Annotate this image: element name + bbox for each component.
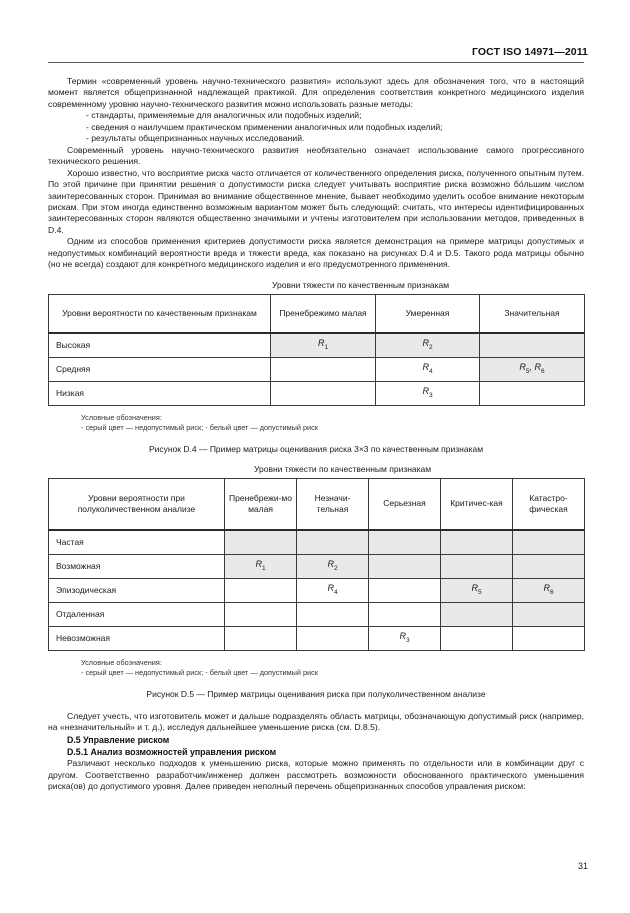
- legend-line: - серый цвет — недопустимый риск; - белый цвет — допустимый риск: [81, 422, 318, 432]
- matrix-cell: $R_1$: [271, 333, 376, 358]
- row-label: Высокая: [49, 333, 271, 358]
- legend-title: Условные обозначения:: [81, 412, 162, 422]
- row-label: Отдаленная: [49, 602, 225, 626]
- page-number: 31: [577, 861, 588, 871]
- matrix-cell: $R_6$: [513, 578, 585, 602]
- matrix-cell: [297, 602, 369, 626]
- figure-d5-table: [48, 478, 585, 651]
- matrix-cell: [297, 530, 369, 555]
- row-label: Низкая: [49, 381, 271, 405]
- table-row: [49, 626, 585, 650]
- matrix-cell: [225, 626, 297, 650]
- table-header-row: [49, 294, 585, 333]
- clause-d5-heading: D.5 Управление риском: [67, 734, 170, 745]
- matrix-cell: [513, 554, 585, 578]
- legend-title: Условные обозначения:: [81, 657, 162, 667]
- matrix-cell: $R_4$: [376, 357, 480, 381]
- matrix-cell: [369, 530, 441, 555]
- table-row: [49, 333, 585, 358]
- list-item: - стандарты, применяемые для аналогичных или подобных изделий;: [86, 110, 362, 121]
- column-header: Катастро-фическая: [513, 478, 585, 530]
- matrix-cell: $R_3$: [376, 381, 480, 405]
- page-header: ГОСТ ISO 14971—2011: [471, 46, 588, 58]
- column-header: Значительная: [480, 294, 585, 333]
- matrix-cell: $R_5$: [441, 578, 513, 602]
- figure-d5-caption: Рисунок D.5 — Пример матрицы оценивания риска при полуколичественном анализе: [146, 688, 486, 699]
- column-header: Критичес-кая: [441, 478, 513, 530]
- figure-d4-table: [48, 294, 585, 406]
- figure-d4-legend: [48, 413, 584, 433]
- row-label: Частая: [49, 530, 225, 555]
- figure-d4: [48, 280, 584, 455]
- matrix-cell: [369, 578, 441, 602]
- column-header: Умеренная: [376, 294, 480, 333]
- table-row: [49, 602, 585, 626]
- table-header-row: [49, 478, 585, 530]
- matrix-cell: [271, 357, 376, 381]
- table-row: [49, 530, 585, 555]
- page-content: [48, 76, 584, 793]
- matrix-cell: [513, 530, 585, 555]
- figure-d5-severity-title: Уровни тяжести по качественным признакам: [254, 463, 432, 474]
- matrix-cell: [480, 381, 585, 405]
- column-header: Пренебрежи-мо малая: [225, 478, 297, 530]
- figure-d4-severity-title: Уровни тяжести по качественным признакам: [272, 279, 450, 290]
- matrix-cell: $R_2$: [376, 333, 480, 358]
- matrix-cell: [225, 578, 297, 602]
- matrix-cell: [513, 626, 585, 650]
- paragraph-4: Одним из способов применения критериев допустимости риска является демонстрация на примере матрицы допустимых и недопустимых комбинаций вероятности вреда и тяжести вреда, как показано на рисунках D.4 и D.5. Такого рода матрицы обычно (но не всегда) создают для конкретного медицинского изделия и его предусмотренного применения.: [48, 236, 584, 270]
- paragraph-5: Следует учесть, что изготовитель может и дальше подразделять область матрицы, обозначающую допустимый риск (например, на «незначительный» и т. д.), исследуя дальнейшее уменьшение риска (см. D.8.5).: [48, 710, 584, 733]
- matrix-cell: [225, 602, 297, 626]
- matrix-cell: $R_4$: [297, 578, 369, 602]
- matrix-cell: [441, 626, 513, 650]
- matrix-cell: $R_5$, $R_6$: [480, 357, 585, 381]
- row-label: Эпизодическая: [49, 578, 225, 602]
- matrix-cell: [225, 530, 297, 555]
- method-list: [48, 110, 584, 144]
- paragraph-1: Термин «современный уровень научно-технического развития» используют здесь для обозначения того, что в настоящий момент является общепризнанной надлежащей практикой. Для определения соответствия конкретного медицинского изделия современному уровню научно-технического развития можно использовать разные методы:: [48, 76, 584, 109]
- table-row: [49, 578, 585, 602]
- matrix-cell: $R_3$: [369, 626, 441, 650]
- matrix-cell: [441, 602, 513, 626]
- paragraph-2: Современный уровень научно-технического развития необязательно означает использование самого прогрессивного технического решения.: [48, 144, 584, 167]
- matrix-cell: $R_1$: [225, 554, 297, 578]
- matrix-cell: [369, 602, 441, 626]
- matrix-cell: [369, 554, 441, 578]
- header-rule: [48, 62, 584, 63]
- matrix-cell: $R_2$: [297, 554, 369, 578]
- row-label: Возможная: [49, 554, 225, 578]
- row-label: Невозможная: [49, 626, 225, 650]
- matrix-cell: [513, 602, 585, 626]
- legend-line: - серый цвет — недопустимый риск; - белый цвет — допустимый риск: [81, 667, 318, 677]
- matrix-cell: [441, 554, 513, 578]
- column-header: Серьезная: [369, 478, 441, 530]
- table-row: [49, 381, 585, 405]
- figure-d5-legend: [48, 658, 584, 678]
- list-item: - сведения о наилучшем практическом применении аналогичных или подобных изделий;: [86, 121, 443, 132]
- figure-d4-caption: Рисунок D.4 — Пример матрицы оценивания риска 3×3 по качественным признакам: [148, 443, 484, 454]
- table-row: [49, 554, 585, 578]
- matrix-cell: [297, 626, 369, 650]
- figure-d4-probability-title: Уровни вероятности по качественным признакам: [49, 294, 271, 333]
- clause-d51-heading: D.5.1 Анализ возможностей управления риском: [67, 747, 277, 758]
- matrix-cell: [480, 333, 585, 358]
- matrix-cell: [271, 381, 376, 405]
- row-label: Средняя: [49, 357, 271, 381]
- list-item: - результаты общепризнанных научных исследований.: [86, 133, 305, 144]
- column-header: Незначи-тельная: [297, 478, 369, 530]
- figure-d5: [48, 464, 584, 700]
- figure-d5-probability-title: Уровни вероятности при полуколичественном анализе: [49, 478, 225, 530]
- matrix-cell: [441, 530, 513, 555]
- paragraph-3: Хорошо известно, что восприятие риска часто отличается от количественного определения риска, полученного опытным путем. По этой причине при принятии решения о допустимости риска следует учитывать восприятие риска возможно бо́льшим числом заинтересованных сторон. Принимая во внимание общественное мнение, бывает необходимо уделить особое внимание некоторым рискам. При этом иногда единственно возможным вариантом может быть следующий: считать, что интересы идентифицированных заинтересованных сторон являются общественно значимыми и учтены изготовителем при использовании методов, приведенных в D.4.: [48, 167, 584, 235]
- table-row: [49, 357, 585, 381]
- paragraph-6: Различают несколько подходов к уменьшению риска, которые можно применять по отдельности или в комбинации друг с другом. Соответственно разработчик/инженер должен рассмотреть возможности обоснованного практического уменьшения риска(ов) до допустимого уровня. Далее приведен неполный перечень общепризнанных способов управления риском:: [48, 758, 584, 792]
- column-header: Пренебрежимо малая: [271, 294, 376, 333]
